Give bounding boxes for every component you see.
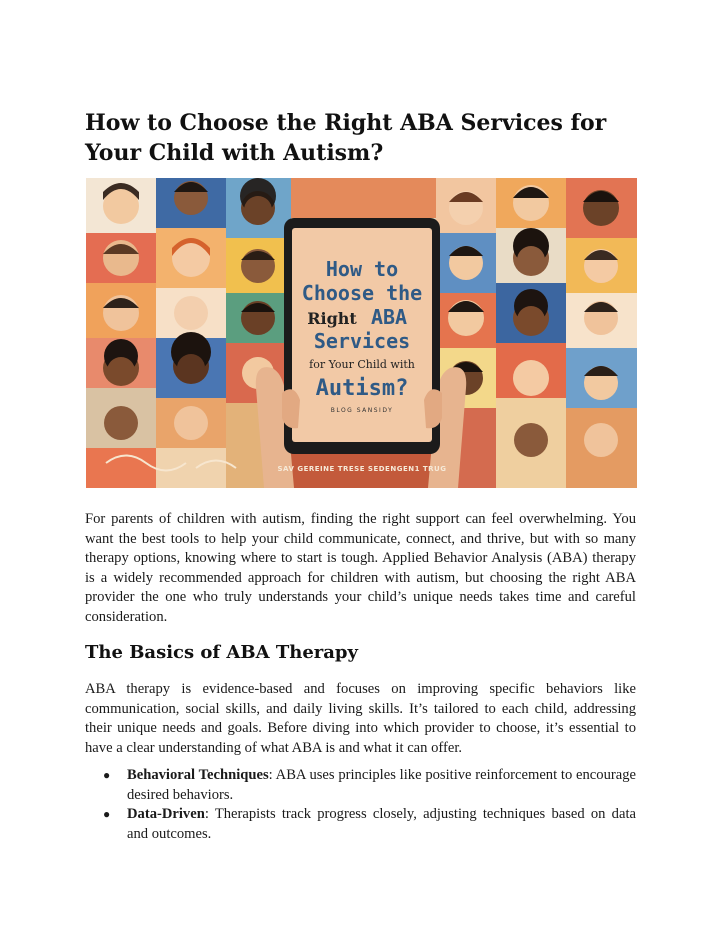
list-item: [85, 766, 636, 805]
tablet-title-line6: Autism?: [315, 376, 409, 401]
bullet-term: Behavioral Techniques: [127, 767, 269, 783]
tablet-title-line2: Choose the: [301, 281, 423, 305]
intro-paragraph: For parents of children with autism, finding the right support can feel overwhelming. You want the best tools to help your child communicate, connect, and thrive, but with so many therapy options, knowing where to start is tough. Applied Behavior Analysis (ABA) therapy is a widely recommended approach for children with autism, but choosing the right ABA provider the one who truly understands your child’s unique needs takes time and careful consideration.: [85, 511, 636, 625]
tablet-footer: BLOG SANSIDY: [330, 407, 394, 414]
section-heading: The Basics of ABA Therapy: [85, 642, 358, 663]
tablet: [284, 218, 440, 454]
section-paragraph: ABA therapy is evidence-based and focuses on improving specific behaviors like communication, social skills, and daily living skills. It’s tailored to each child, addressing their unique needs and goals. Before diving into which provider to choose, it’s essential to have a clear understanding of what ABA is and what it can offer.: [85, 681, 636, 756]
bullet-text: : Therapists track progress closely, adjusting techniques based on data and outcomes.: [127, 806, 636, 842]
tablet-title-line1: How to: [325, 257, 399, 281]
article-title: How to Choose the Right ABA Services for Your Child with Autism?: [85, 110, 607, 166]
bullet-text: : ABA uses principles like positive reinforcement to encourage desired behaviors.: [127, 767, 636, 803]
hero-image: [86, 178, 637, 488]
tablet-title-line5: for Your Child with: [309, 358, 415, 371]
tablet-title-line4: Services: [313, 329, 411, 353]
hero-bottom-caption: SAV GEREINE TRESE SEDENGEN1 TRUG: [277, 465, 447, 473]
bullet-term: Data-Driven: [127, 806, 205, 823]
tablet-title-line3b: ABA: [370, 305, 408, 329]
tablet-title-line3a: Right: [307, 309, 357, 328]
bullet-icon: ●: [103, 768, 111, 782]
bullet-icon: ●: [103, 807, 111, 822]
bullet-list: [85, 766, 636, 844]
list-item: [85, 805, 636, 844]
